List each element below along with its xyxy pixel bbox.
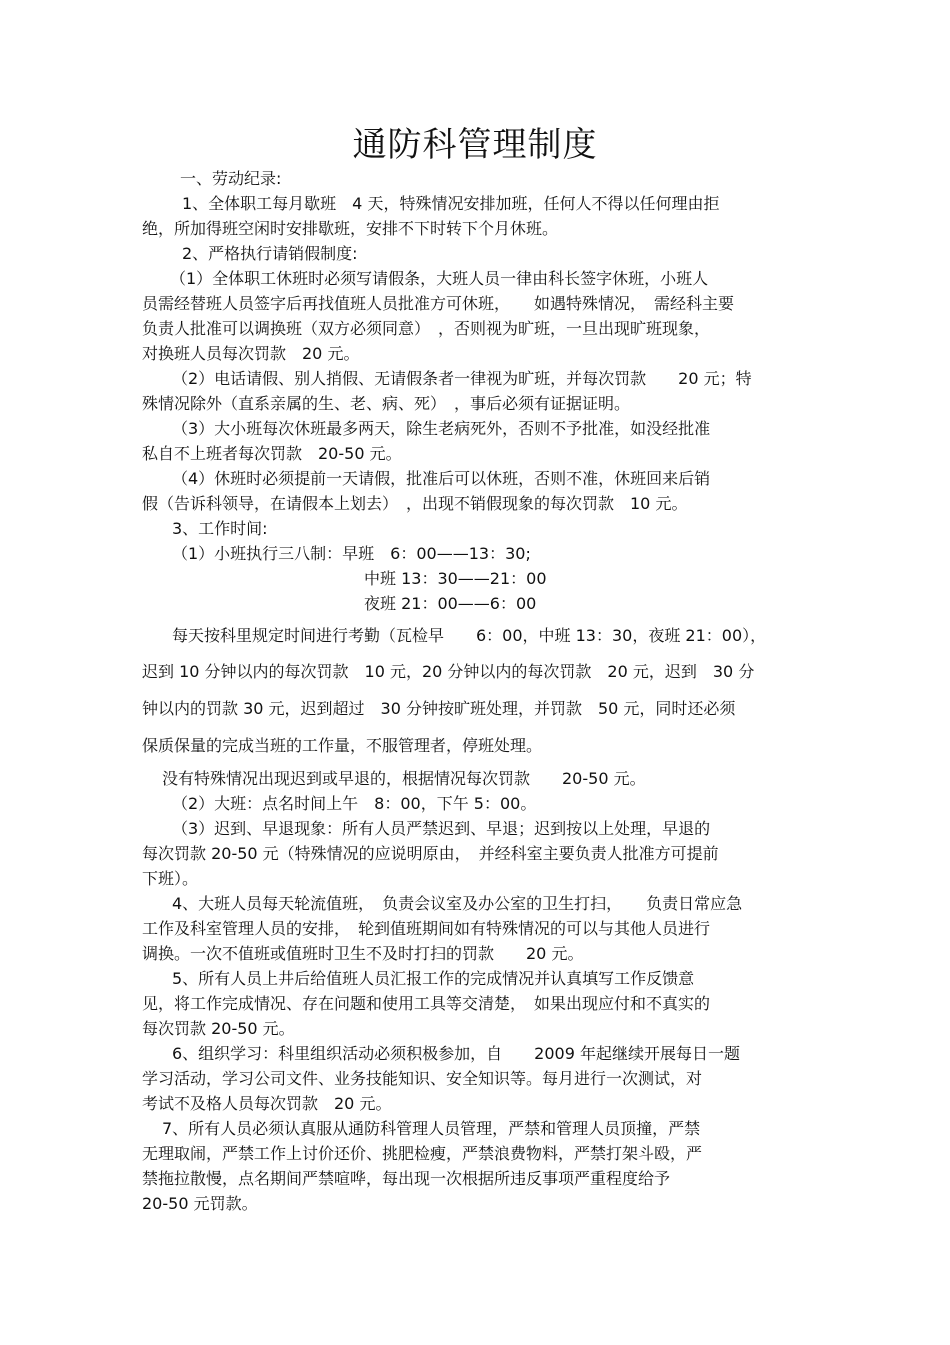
paragraph-line: 每天按科里规定时间进行考勤（瓦检早 6：00，中班 13：30，夜班 21：00）， [172, 626, 767, 645]
paragraph-line: 2、严格执行请销假制度: [182, 244, 358, 263]
paragraph-line: 员需经替班人员签字后再找值班人员批准方可休班， 如遇特殊情况， 需经科主要 [142, 294, 735, 313]
paragraph-line: 7、所有人员必须认真服从通防科管理人员管理，严禁和管理人员顶撞，严禁 [162, 1119, 701, 1138]
paragraph-line: 殊情况除外（直系亲属的生、老、病、死） ，事后必须有证据证明。 [142, 394, 631, 413]
paragraph-line: （3）大小班每次休班最多两天，除生老病死外，否则不予批准，如没经批准 [172, 419, 711, 438]
paragraph-line: 禁拖拉散慢，点名期间严禁喧哗，每出现一次根据所违反事项严重程度给予 [142, 1169, 671, 1188]
paragraph-line: （1）小班执行三八制：早班 6：00——13：30; [172, 544, 531, 563]
paragraph-line: 下班）。 [142, 869, 199, 888]
paragraph-line: 6、组织学习：科里组织活动必须积极参加，自 2009 年起继续开展每日一题 [172, 1044, 740, 1063]
paragraph-line: 假（告诉科领导，在请假本上划去） ，出现不销假现象的每次罚款 10 元。 [142, 494, 688, 513]
paragraph-line: 每次罚款 20-50 元（特殊情况的应说明原由， 并经科室主要负责人批准方可提前 [142, 844, 719, 863]
paragraph-line: 学习活动，学习公司文件、业务技能知识、安全知识等。每月进行一次测试，对 [142, 1069, 703, 1088]
paragraph-line: 20-50 元罚款。 [142, 1194, 258, 1213]
paragraph-line: 5、所有人员上井后给值班人员汇报工作的完成情况并认真填写工作反馈意 [172, 969, 695, 988]
paragraph-line: （1）全体职工休班时必须写请假条，大班人员一律由科长签字休班，小班人 [170, 269, 709, 288]
paragraph-line: 对换班人员每次罚款 20 元。 [142, 344, 360, 363]
paragraph-line: （4）休班时必须提前一天请假，批准后可以休班，否则不准，休班回来后销 [172, 469, 711, 488]
paragraph-line: （2）大班：点名时间上午 8：00，下午 5：00。 [172, 794, 537, 813]
paragraph-line: 考试不及格人员每次罚款 20 元。 [142, 1094, 392, 1113]
paragraph-line: 见，将工作完成情况、存在问题和使用工具等交清楚， 如果出现应付和不真实的 [142, 994, 711, 1013]
paragraph-line: （3）迟到、早退现象：所有人员严禁迟到、早退；迟到按以上处理，早退的 [172, 819, 711, 838]
paragraph-line: 工作及科室管理人员的安排， 轮到值班期间如有特殊情况的可以与其他人员进行 [142, 919, 711, 938]
section-heading-discipline: 一、劳动纪录: [180, 169, 282, 188]
paragraph-line: 负责人批准可以调换班（双方必须同意） ，否则视为旷班，一旦出现旷班现象， [142, 319, 711, 338]
paragraph-line: 无理取闹，严禁工作上讨价还价、挑肥检瘦，严禁浪费物料，严禁打架斗殴，严 [142, 1144, 703, 1163]
paragraph-line: 私自不上班者每次罚款 20-50 元。 [142, 444, 402, 463]
paragraph-line: （2）电话请假、别人捎假、无请假条者一律视为旷班，并每次罚款 20 元；特 [172, 369, 752, 388]
paragraph-line: 保质保量的完成当班的工作量，不服管理者，停班处理。 [142, 736, 543, 755]
paragraph-line: 没有特殊情况出现迟到或早退的，根据情况每次罚款 20-50 元。 [162, 769, 646, 788]
paragraph-line: 4、大班人员每天轮流值班， 负责会议室及办公室的卫生打扫， 负责日常应急 [172, 894, 743, 913]
paragraph-line: 每次罚款 20-50 元。 [142, 1019, 295, 1038]
paragraph-line: 迟到 10 分钟以内的每次罚款 10 元，20 分钟以内的每次罚款 20 元，迟到 30 分 [142, 662, 755, 681]
paragraph-line: 调换。一次不值班或值班时卫生不及时打扫的罚款 20 元。 [142, 944, 584, 963]
paragraph-line: 钟以内的罚款 30 元，迟到超过 30 分钟按旷班处理，并罚款 50 元，同时还必须 [142, 699, 736, 718]
shift-line-night: 夜班 21：00——6：00 [364, 594, 537, 613]
section-heading-worktime: 3、工作时间: [172, 519, 268, 538]
paragraph-line: 绝，所加得班空闲时安排歇班，安排不下时转下个月休班。 [142, 219, 559, 238]
shift-line-middle: 中班 13：30——21：00 [364, 569, 547, 588]
document-title: 通防科管理制度 [352, 125, 598, 165]
paragraph-line: 1、全体职工每月歇班 4 天，特殊情况安排加班，任何人不得以任何理由拒 [182, 194, 720, 213]
